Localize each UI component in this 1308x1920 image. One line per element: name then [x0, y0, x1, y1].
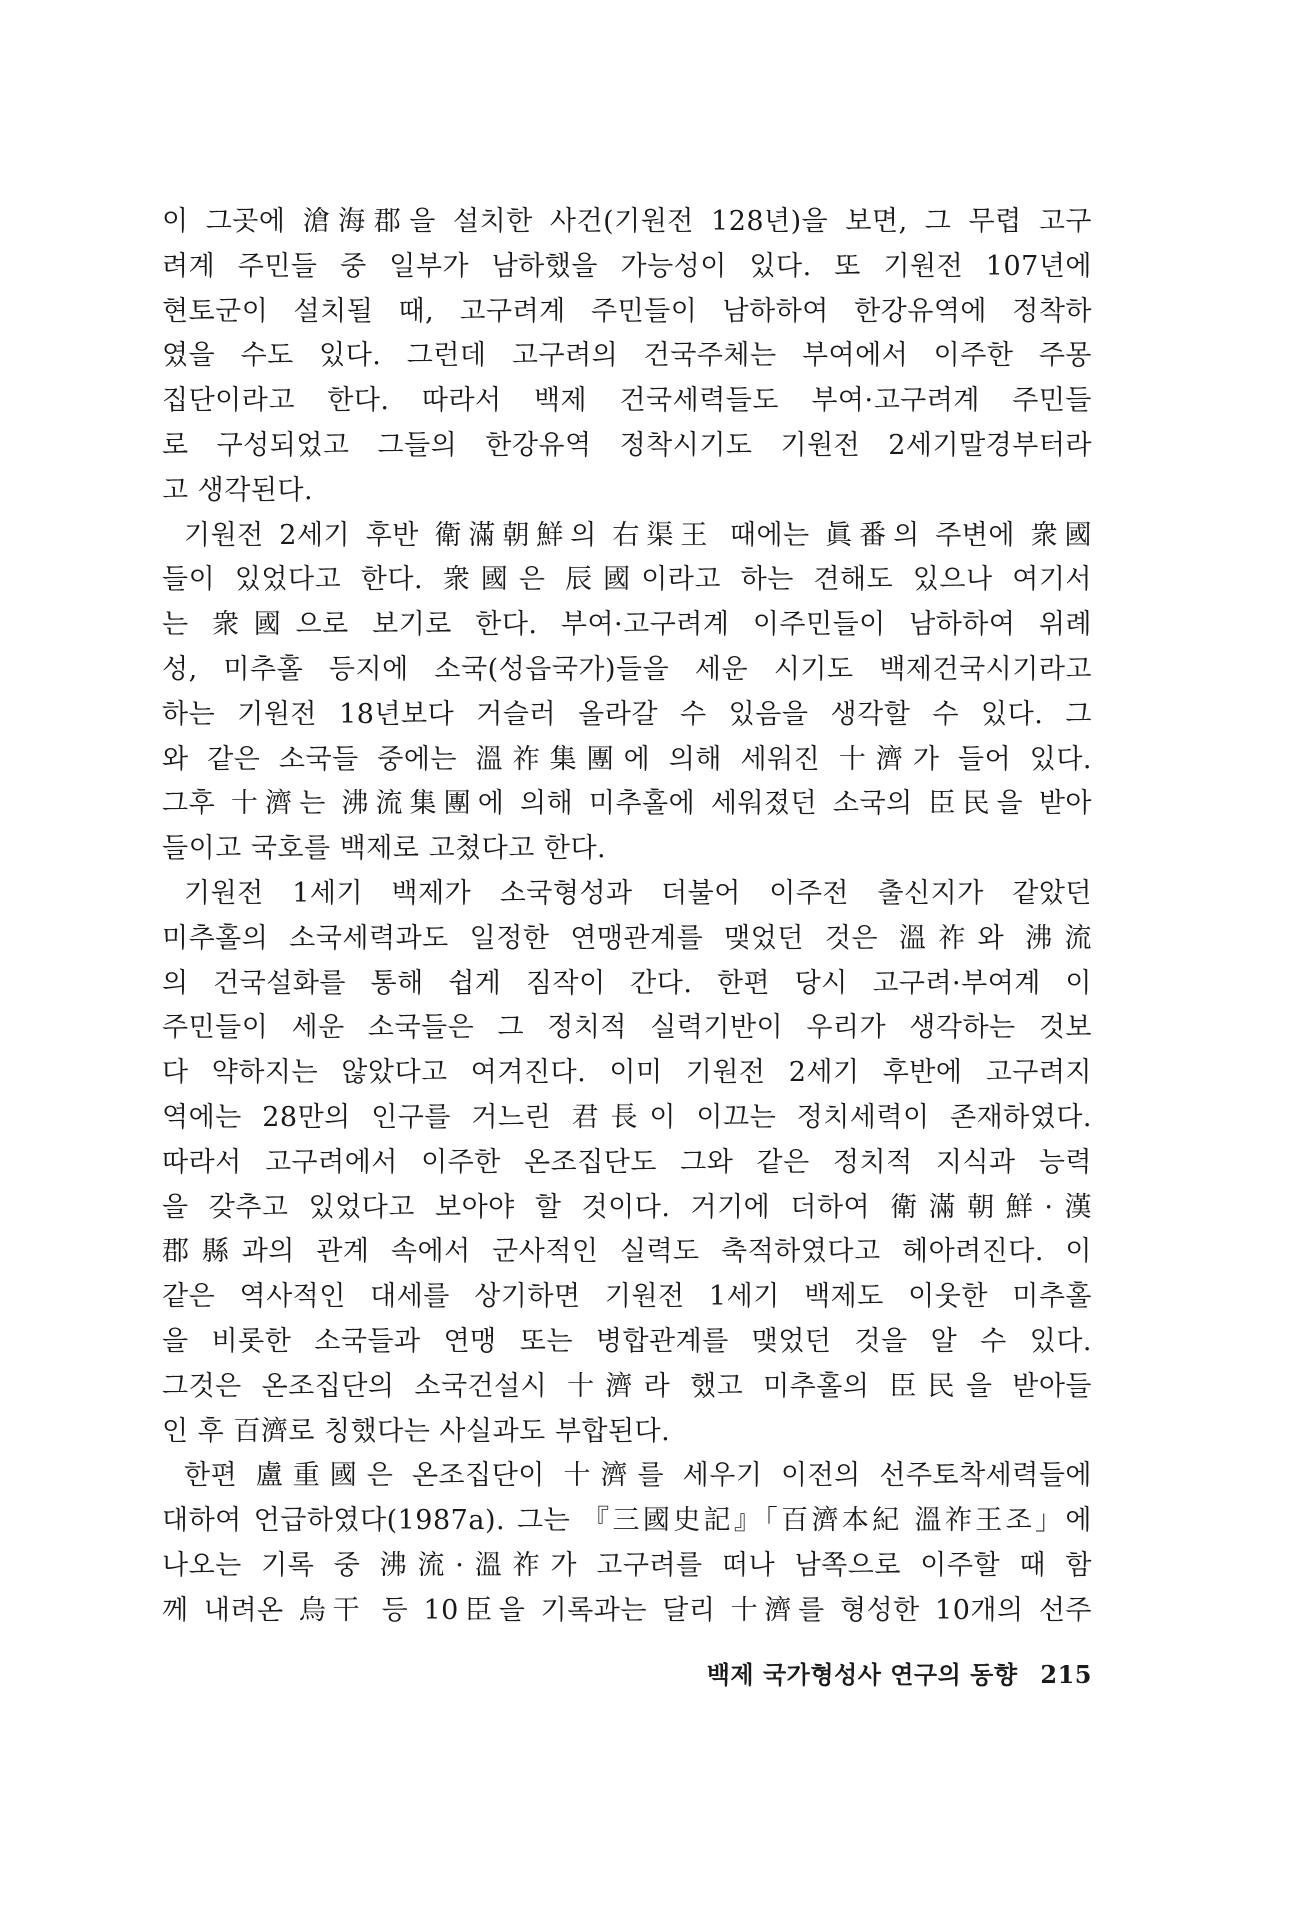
- text-line: 그것은 온조집단의 소국건설시 十濟라 했고 미추홀의 臣民을 받아들: [162, 1370, 1092, 1402]
- text-line: 와 같은 소국들 중에는 溫祚集團에 의해 세워진 十濟가 들어 있다.: [162, 743, 1092, 775]
- text-line: 께 내려온 烏干 등 10臣을 기록과는 달리 十濟를 형성한 10개의 선주: [162, 1594, 1092, 1626]
- text-line: 같은 역사적인 대세를 상기하면 기원전 1세기 백제도 이웃한 미추홀: [162, 1281, 1092, 1313]
- text-line: 현토군이 설치될 때, 고구려계 주민들이 남하하여 한강유역에 정착하: [162, 295, 1092, 327]
- text-line: 주민들이 세운 소국들은 그 정치적 실력기반이 우리가 생각하는 것보: [162, 1012, 1092, 1044]
- text-line: 고 생각된다.: [162, 474, 314, 506]
- text-line: 성, 미추홀 등지에 소국(성읍국가)들을 세운 시기도 백제건국시기라고: [162, 653, 1092, 685]
- body-text: [162, 200, 1092, 1634]
- text-line: 한편 盧重國은 온조집단이 十濟를 세우기 이전의 선주토착세력들에: [184, 1460, 1092, 1492]
- page-number: 215: [1040, 1660, 1092, 1689]
- text-line: 다 약하지는 않았다고 여겨진다. 이미 기원전 2세기 후반에 고구려지: [162, 1057, 1092, 1089]
- text-line: 로 구성되었고 그들의 한강유역 정착시기도 기원전 2세기말경부터라: [162, 429, 1092, 461]
- text-line: 따라서 고구려에서 이주한 온조집단도 그와 같은 정치적 지식과 능력: [162, 1146, 1092, 1178]
- text-line: 는 衆國으로 보기로 한다. 부여·고구려계 이주민들이 남하하여 위례: [162, 609, 1092, 641]
- text-line: 그후 十濟는 沸流集團에 의해 미추홀에 세워졌던 소국의 臣民을 받아: [162, 788, 1092, 820]
- text-line: 들이고 국호를 백제로 고쳤다고 한다.: [162, 833, 607, 865]
- text-line: 려계 주민들 중 일부가 남하했을 가능성이 있다. 또 기원전 107년에: [162, 250, 1092, 282]
- text-line: 郡縣과의 관계 속에서 군사적인 실력도 축적하였다고 헤아려진다. 이: [162, 1236, 1092, 1268]
- text-line: 이 그곳에 滄海郡을 설치한 사건(기원전 128년)을 보면, 그 무렵 고구: [162, 206, 1092, 237]
- text-line: 의 건국설화를 통해 쉽게 짐작이 간다. 한편 당시 고구려·부여계 이: [162, 967, 1092, 999]
- text-line: 역에는 28만의 인구를 거느린 君長이 이끄는 정치세력이 존재하였다.: [162, 1101, 1092, 1133]
- text-line: 나오는 기록 중 沸流·溫祚가 고구려를 떠나 남쪽으로 이주할 때 함: [162, 1549, 1092, 1581]
- text-line: 미추홀의 소국세력과도 일정한 연맹관계를 맺었던 것은 溫祚와 沸流: [162, 922, 1092, 954]
- running-title: 백제 국가형성사 연구의 동향: [706, 1660, 1018, 1689]
- text-line: 였을 수도 있다. 그런데 고구려의 건국주체는 부여에서 이주한 주몽: [162, 340, 1092, 372]
- text-line: 대하여 언급하였다(1987a). 그는 『三國史記』「百濟本紀 溫祚王조」에: [162, 1505, 1092, 1537]
- text-line: 을 비롯한 소국들과 연맹 또는 병합관계를 맺었던 것을 알 수 있다.: [162, 1325, 1092, 1357]
- text-line: 하는 기원전 18년보다 거슬러 올라갈 수 있음을 생각할 수 있다. 그: [162, 698, 1092, 730]
- text-line: 집단이라고 한다. 따라서 백제 건국세력들도 부여·고구려계 주민들: [162, 385, 1092, 417]
- text-line: 인 후 百濟로 칭했다는 사실과도 부합된다.: [162, 1415, 671, 1447]
- page-footer: [640, 1655, 1092, 1695]
- text-line: 기원전 1세기 백제가 소국형성과 더불어 이주전 출신지가 같았던: [184, 877, 1092, 909]
- text-line: 기원전 2세기 후반 衛滿朝鮮의 右渠王 때에는 眞番의 주변에 衆國: [184, 519, 1092, 551]
- text-line: 들이 있었다고 한다. 衆國은 辰國이라고 하는 견해도 있으나 여기서: [162, 564, 1092, 596]
- text-line: 을 갖추고 있었다고 보아야 할 것이다. 거기에 더하여 衛滿朝鮮·漢: [162, 1191, 1092, 1223]
